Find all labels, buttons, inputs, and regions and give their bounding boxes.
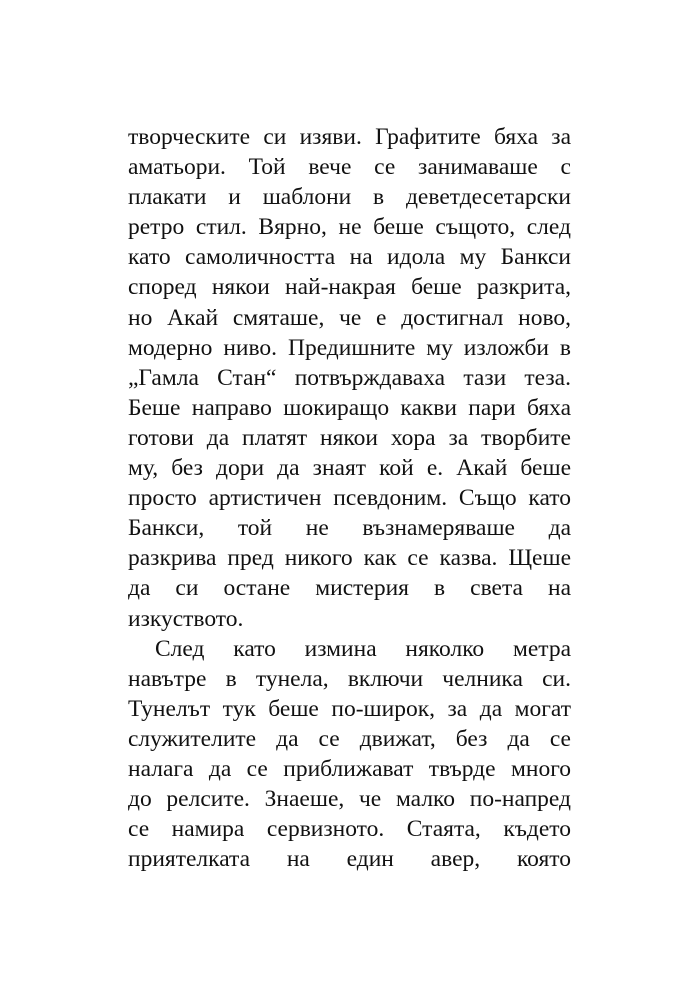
- text-line: като самоличността на идола му Банкси: [128, 244, 571, 271]
- body-text: [128, 122, 571, 874]
- text-line: разкрива пред никого как се казва. Щеше: [128, 545, 571, 572]
- text-line: приятелката на един авер, която: [128, 846, 571, 873]
- text-line: изкуството.: [128, 605, 244, 632]
- text-line: се намира сервизното. Стаята, където: [128, 816, 571, 843]
- text-line: служителите да се движат, без да се: [128, 725, 571, 752]
- text-line: просто артистичен псевдоним. Също като: [128, 485, 571, 512]
- text-line: да си остане мистерия в света на: [128, 575, 571, 602]
- text-line: Беше направо шокиращо какви пари бяха: [128, 394, 571, 421]
- paragraph-2: [128, 634, 571, 875]
- text-line: му, без дори да знаят кой е. Акай беше: [128, 455, 571, 482]
- text-line: Банкси, той не възнамеряваше да: [128, 515, 571, 542]
- text-line: налага да се приближават твърде много: [128, 755, 571, 782]
- text-line: ретро стил. Вярно, не беше същото, след: [128, 214, 571, 241]
- text-line: навътре в тунела, включи челника си.: [128, 665, 571, 692]
- text-line: но Акай смяташе, че е достигнал ново,: [128, 304, 571, 331]
- text-line: готови да платят някои хора за творбите: [128, 424, 571, 451]
- text-line: плакати и шаблони в деветдесетарски: [128, 184, 571, 211]
- text-line: След като измина няколко метра: [155, 635, 571, 662]
- text-line: до релсите. Знаеше, че малко по-напред: [128, 786, 571, 813]
- text-line: творческите си изяви. Графитите бяха за: [128, 124, 571, 150]
- text-line: Тунелът тук беше по-широк, за да могат: [128, 695, 571, 722]
- paragraph-1: [128, 122, 571, 634]
- text-line: според някои най-накрая беше разкрита,: [128, 274, 571, 301]
- text-line: модерно ниво. Предишните му изложби в: [128, 334, 571, 361]
- text-line: „Гамла Стан“ потвърждаваха тази теза.: [128, 364, 571, 391]
- text-line: аматьори. Той вече се занимаваше с: [128, 154, 571, 181]
